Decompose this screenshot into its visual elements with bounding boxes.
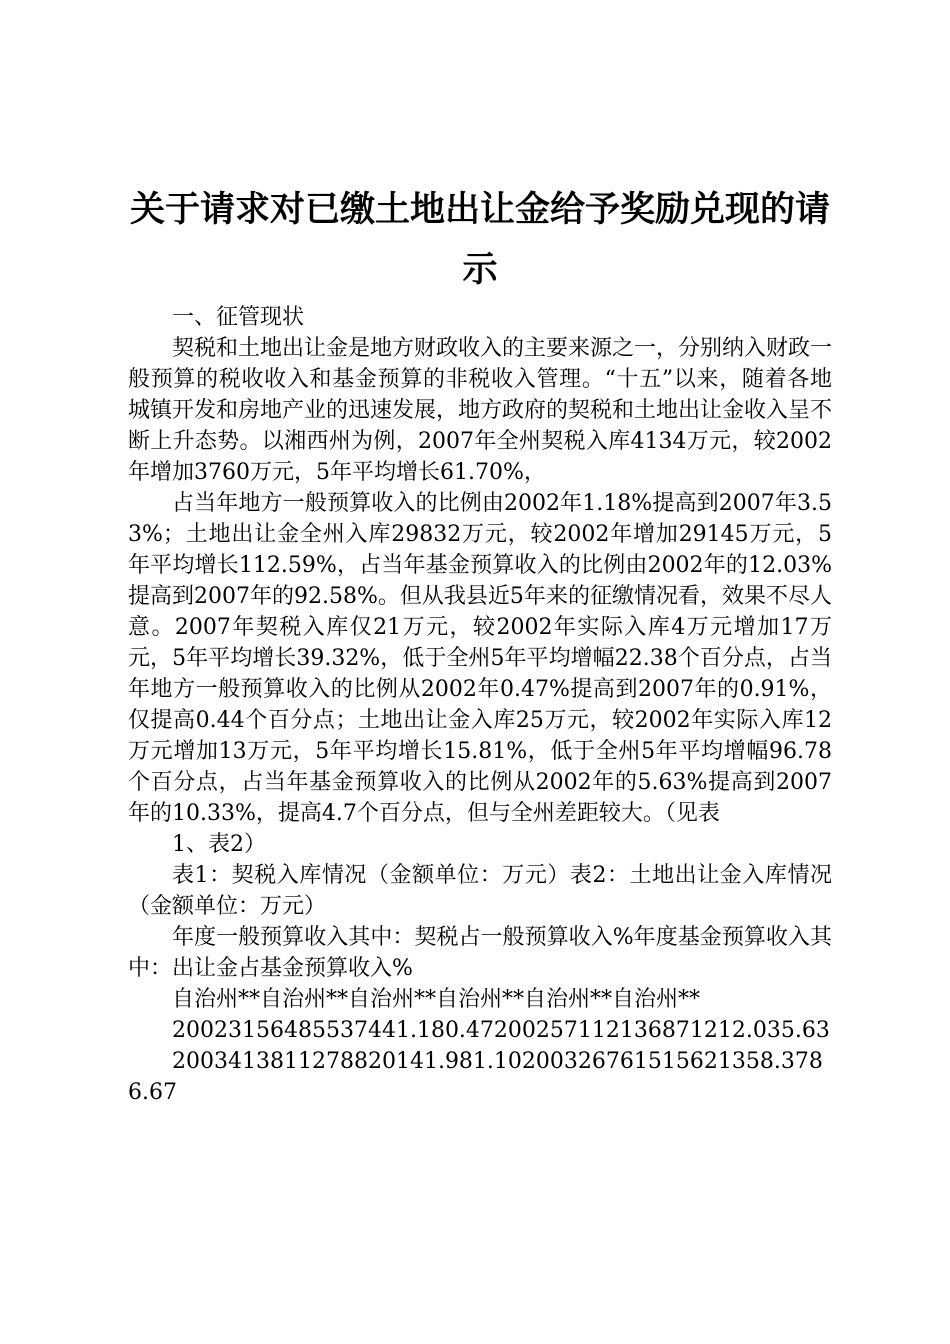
paragraph: 契税和土地出让金是地方财政收入的主要来源之一，分别纳入财政一般预算的税收收入和基金预算的非税收入管理。“十五”以来，随着各地城镇开发和房地产业的迅速发展，地方政府的契税和土地出让金收入呈不断上升态势。以湘西州为例，2007年全州契税入库4134万元，较2002年增加3760万元，5年平均增长61.70%， xyxy=(128,336,833,485)
table-header: 年度一般预算收入其中：契税占一般预算收入%年度基金预算收入其中：出让金占基金预算收入% xyxy=(128,925,832,981)
document-body xyxy=(128,302,832,1108)
paragraph: 1、表2） xyxy=(172,832,266,857)
document-page xyxy=(128,180,832,1108)
table-subheader: 自治州**自治州**自治州**自治州**自治州**自治州** xyxy=(172,987,701,1012)
document-title xyxy=(128,180,832,300)
table-caption: 表1：契税入库情况（金额单位：万元）表2：土地出让金入库情况（金额单位：万元） xyxy=(128,863,832,919)
title-line-1: 关于请求对已缴土地出让金给予奖励兑现的请 xyxy=(129,190,830,230)
section-heading: 一、征管现状 xyxy=(172,305,305,330)
table-row: 20023156485537441.180.47200257112136871212.035.63 xyxy=(172,1018,830,1043)
title-line-2: 示 xyxy=(462,250,498,290)
paragraph: 占当年地方一般预算收入的比例由2002年1.18%提高到2007年3.53%；土地出让金全州入库29832万元，较2002年增加29145万元，5年平均增长112.59%，占当年基金预算收入的比例由2002年的12.03%提高到2007年的92.58%。但从我县近5年来的征缴情况看，效果不尽人意。2007年契税入库仅21万元，较2002年实际入库4万元增加17万元，5年平均增长39.32%，低于全州5年平均增幅22.38个百分点，占当年地方一般预算收入的比例从2002年0.47%提高到2007年的0.91%，仅提高0.44个百分点；土地出让金入库25万元，较2002年实际入库12万元增加13万元，5年平均增长15.81%，低于全州5年平均增幅96.78个百分点，占当年基金预算收入的比例从2002年的5.63%提高到2007年的10.33%，提高4.7个百分点，但与全州差距较大。（见表 xyxy=(128,491,832,826)
table-row: 2003413811278820141.981.10200326761515621358.3786.67 xyxy=(128,1049,823,1105)
